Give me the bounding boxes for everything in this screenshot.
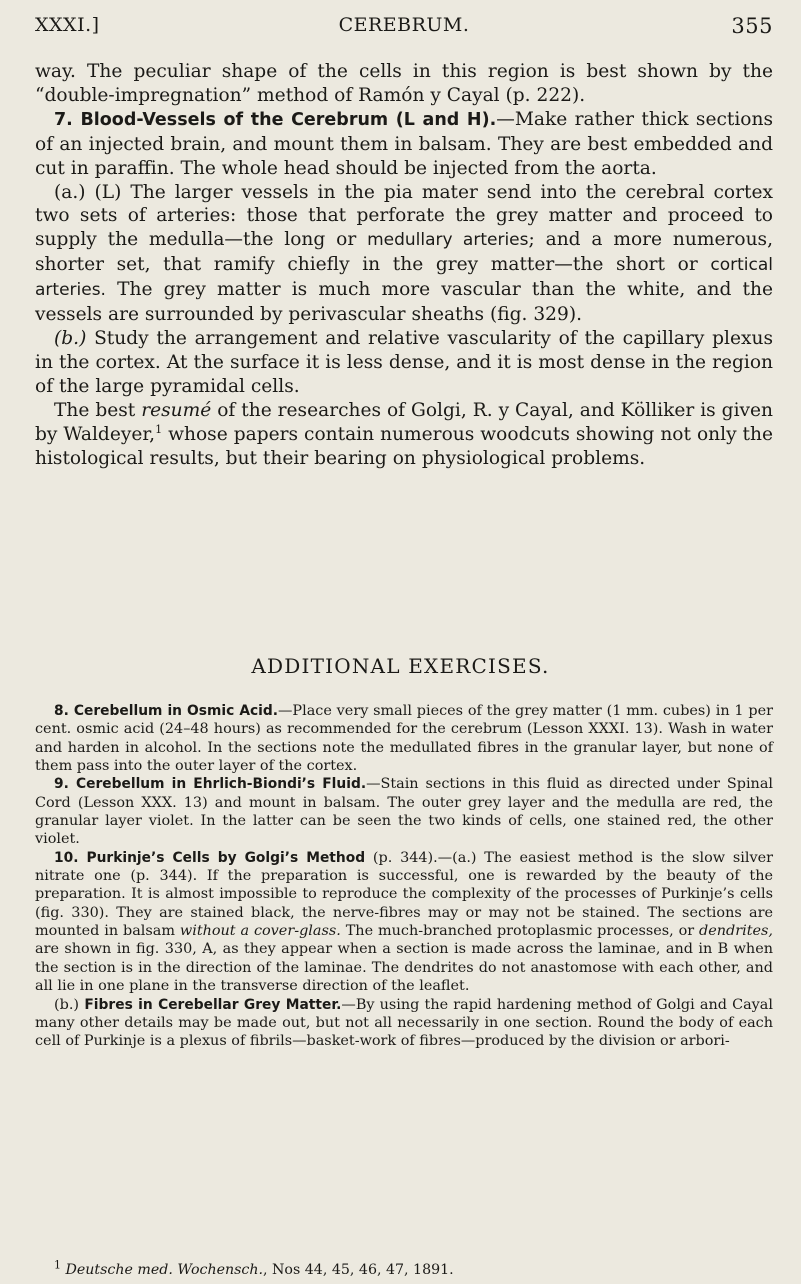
exercise-text: The much-branched protoplasmic processes, or xyxy=(340,923,700,940)
footnote-journal: Deutsche med. Wochensch. xyxy=(65,1262,263,1278)
exercise-9 xyxy=(35,775,773,848)
keyword-cortical-arteries: cortical arteries. xyxy=(35,255,773,301)
item-label: (b.) xyxy=(54,327,87,349)
exercise-title: Fibres in Cerebellar Grey Matter. xyxy=(79,996,342,1013)
exercise-title: 7. Blood-Vessels of the Cerebrum (L and H). xyxy=(54,109,497,130)
item-label: (b.) xyxy=(54,996,80,1013)
exercise-text: —Place very small pieces of the grey matter (1 mm. cubes) in 1 per cent. osmic acid (24–48 hours) as recommended for the cerebrum (Lesson XXXI. 13). Wash in water and harden in alcohol. In the sections note the medullated fibres in the granular layer, but none of them pass into the outer layer of the cortex. xyxy=(35,703,773,775)
footnote xyxy=(54,1258,773,1278)
paragraph-b xyxy=(35,327,773,399)
paragraph-text: The best xyxy=(54,399,142,421)
running-header xyxy=(35,14,773,44)
paragraph-text: of the researches of Golgi, R. y Cayal, and Kölliker is given by Waldeyer, xyxy=(35,399,773,445)
exercise-8 xyxy=(35,702,773,775)
exercise-text: are shown in fig. 330, A, as they appear when a section is made across the laminae, and in B when the section is in the direction of the laminae. The dendrites do not anastomose with each other, and all lie in one plane in the transverse direction of the leaflet. xyxy=(35,941,773,995)
italic-phrase: dendrites, xyxy=(699,923,773,940)
exercise-10 xyxy=(35,849,773,996)
exercise-text: (p. 344).—(a.) The easiest method is the slow silver nitrate one (p. 344). If the preparation is successful, one is rewarded by the beauty of the preparation. It is almost impossible to reproduce the complexity of the processes of Purkinje’s cells (fig. 330). They are stained black, the nerve-fibres may or may not be stained. The sections are mounted in balsam xyxy=(35,849,773,940)
footnote-ref: 1 xyxy=(155,422,163,436)
paragraph-a xyxy=(35,181,773,327)
paragraph-blood-vessels xyxy=(35,108,773,181)
exercise-title: 9. Cerebellum in Ehrlich-Biondi’s Fluid. xyxy=(54,776,367,793)
exercise-title: 8. Cerebellum in Osmic Acid. xyxy=(54,703,279,719)
paragraph-text: The grey matter is much more vascular than the white, and the vessels are surrounded by perivascular sheaths (fig. 329). xyxy=(35,279,773,326)
exercise-10b xyxy=(35,996,773,1051)
paragraph-text: Study the arrangement and relative vascularity of the capillary plexus in the cortex. At the surface it is less dense, and it is most dense in the region of the large pyramidal cells. xyxy=(35,327,773,397)
exercise-text: —Stain sections in this fluid as directed under Spinal Cord (Lesson XXX. 13) and mount in balsam. The outer grey layer and the medulla are red, the granular layer violet. In the latter can be seen the two kinds of cells, one stained red, the other violet. xyxy=(35,776,773,848)
running-title: CEREBRUM. xyxy=(338,14,470,36)
italic-word: resumé xyxy=(141,399,212,421)
chapter-marker: XXXI.] xyxy=(35,14,100,36)
paragraph-text: —Make rather thick sections of an injected brain, and mount them in balsam. They are best embedded and cut in paraffin. The whole head should be injected from the aorta. xyxy=(35,108,773,179)
exercise-text: —By using the rapid hardening method of Golgi and Cayal many other details may be made out, but not all necessarily in one section. Round the body of each cell of Purkinje is a plexus of fibrils—basket-work of fibres—produced by the division or arbori- xyxy=(35,996,773,1050)
main-text xyxy=(35,60,773,470)
italic-phrase: without a cover-glass. xyxy=(179,923,341,940)
footnote-text: , Nos 44, 45, 46, 47, 1891. xyxy=(263,1262,454,1278)
footnote-mark: 1 xyxy=(54,1258,61,1272)
paragraph-continuation: way. The peculiar shape of the cells in this region is best shown by the “double-impregnation” method of Ramón y Cayal (p. 222). xyxy=(35,61,773,106)
exercise-title: 10. Purkinje’s Cells by Golgi’s Method xyxy=(54,849,366,866)
paragraph-resume xyxy=(35,399,773,471)
additional-exercises xyxy=(35,702,773,1051)
item-label: (a.) (L) xyxy=(54,181,122,203)
section-heading: ADDITIONAL EXERCISES. xyxy=(251,654,550,678)
paragraph-text: whose papers contain numerous woodcuts showing not only the histological results, but their bearing on physiological problems. xyxy=(35,423,774,469)
page-number: 355 xyxy=(731,14,773,38)
paragraph-text: The larger vessels in the pia mater send into the cerebral cortex two sets of arteries: those that perforate the grey matter and proceed to supply the medulla—the long or xyxy=(35,181,773,251)
keyword-medullary-arteries: medullary arteries xyxy=(367,230,529,251)
paragraph-text: ; and a more numerous, shorter set, that ramify chiefly in the grey matter—the short or xyxy=(35,229,773,276)
